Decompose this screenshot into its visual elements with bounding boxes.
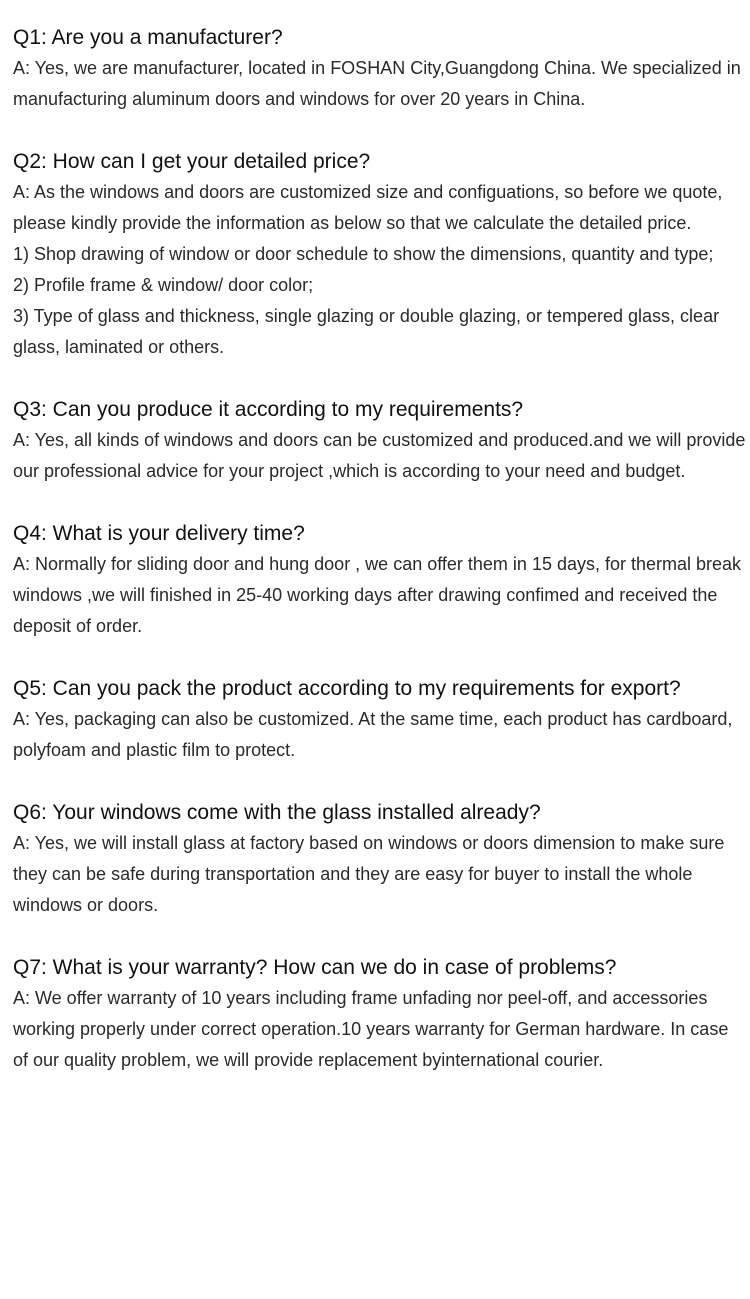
- faq-question: Q5: Can you pack the product according to my requirements for export?: [13, 677, 681, 700]
- faq-item-q2: [13, 146, 747, 363]
- faq-answer-point-3: 3) Type of glass and thickness, single glazing or double glazing, or tempered glass, clear glass, laminated or others.: [13, 306, 720, 357]
- faq-answer: A: We offer warranty of 10 years including frame unfading nor peel-off, and accessories working properly under correct operation.10 years warranty for German hardware. In case of our quality problem, we will provide replacement byinternational courier.: [13, 988, 729, 1070]
- faq-answer: A: Normally for sliding door and hung door , we can offer them in 15 days, for thermal break windows ,we will finished in 25-40 working days after drawing confimed and received the deposit of order.: [13, 554, 742, 636]
- faq-item-q4: [13, 518, 747, 642]
- faq-question: Q6: Your windows come with the glass installed already?: [13, 801, 541, 824]
- faq-answer: A: Yes, all kinds of windows and doors can be customized and produced.and we will provide our professional advice for your project ,which is according to your need and budget.: [13, 430, 746, 481]
- faq-answer: A: As the windows and doors are customized size and configuations, so before we quote, please kindly provide the information as below so that we calculate the detailed price.: [13, 182, 723, 233]
- faq-answer: A: Yes, packaging can also be customized. At the same time, each product has cardboard, polyfoam and plastic film to protect.: [13, 709, 733, 760]
- faq-question: Q4: What is your delivery time?: [13, 522, 305, 545]
- faq-item-q3: [13, 394, 747, 487]
- faq-item-q1: [13, 22, 747, 115]
- faq-question: Q7: What is your warranty? How can we do in case of problems?: [13, 956, 617, 979]
- faq-question: Q1: Are you a manufacturer?: [13, 26, 283, 49]
- faq-question: Q3: Can you produce it according to my requirements?: [13, 398, 524, 421]
- faq-list: [13, 22, 747, 1107]
- faq-answer-point-2: 2) Profile frame & window/ door color;: [13, 275, 314, 295]
- faq-answer-point-1: 1) Shop drawing of window or door schedule to show the dimensions, quantity and type;: [13, 244, 714, 264]
- faq-item-q7: [13, 952, 747, 1076]
- faq-item-q5: [13, 673, 747, 766]
- faq-answer: A: Yes, we will install glass at factory based on windows or doors dimension to make sure they can be safe during transportation and they are easy for buyer to install the whole windows or doors.: [13, 833, 725, 915]
- faq-question: Q2: How can I get your detailed price?: [13, 150, 371, 173]
- faq-item-q6: [13, 797, 747, 921]
- faq-answer: A: Yes, we are manufacturer, located in FOSHAN City,Guangdong China. We specialized in manufacturing aluminum doors and windows for over 20 years in China.: [13, 58, 741, 109]
